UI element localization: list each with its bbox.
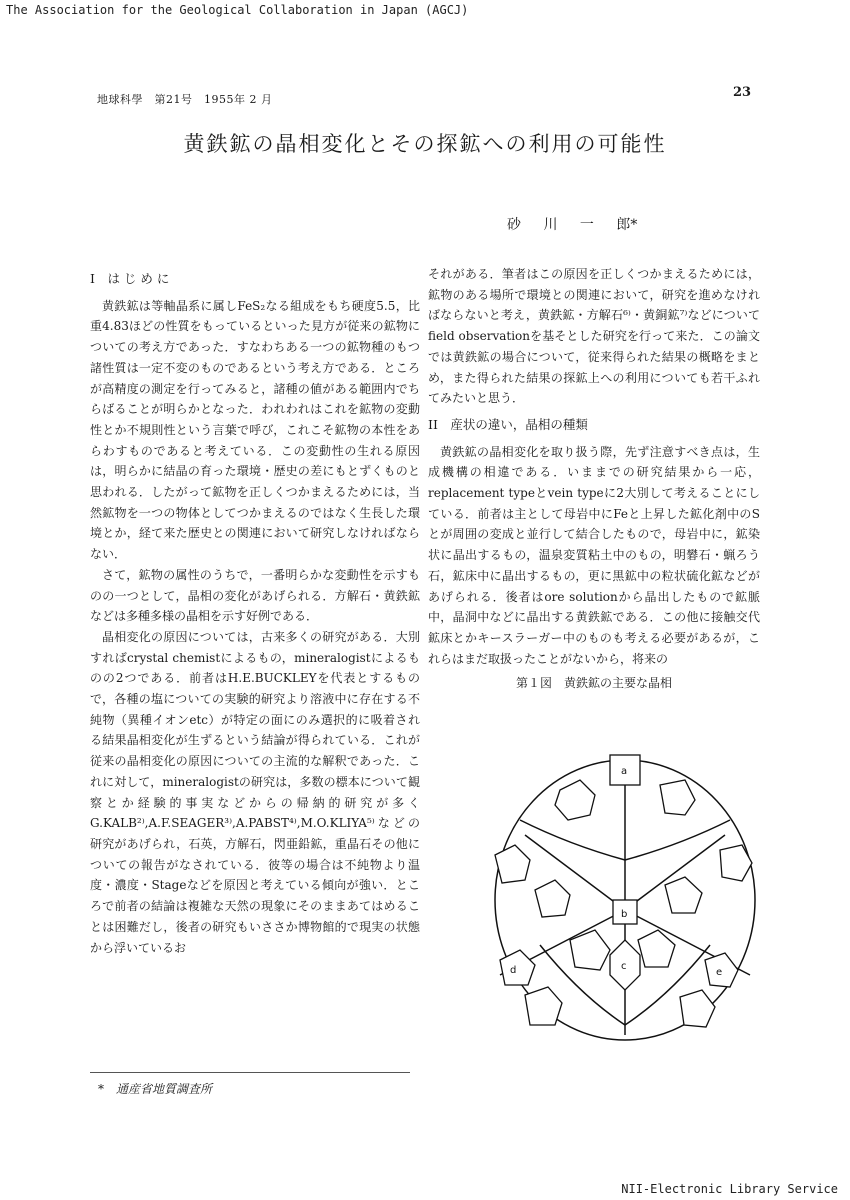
paragraph: 黄鉄鉱は等軸晶系に属しFeS₂なる組成をもち硬度5.5，比重4.83ほどの性質をもっているといった見方が従来の鉱物についての考え方であった．すなわちある一つの鉱物種のもつ諸性質は一定不変のものであるという考え方である．ところが高精度の測定を行ってみると，諸種の値がある範囲内でちらばることが明らかとなった．われわれはこれを鉱物の変動性とか不規則性という言葉で呼び，これこそ鉱物の本性をあらわすものであると考えている．この変動性の生れる原因は，明らかに結晶の育った環境・歴史の差にもとずくものと思われる．したがって鉱物を正しくつかまえるためには，当然鉱物を一つの物体としてつかまえるのではなく生長した環境とか，経て来た歴史との関連において研究しなければならない． [90,298,420,562]
crystal [555,780,595,820]
author-name: 砂 川 一 郎* [507,217,638,233]
section-heading-occurrence: II 産状の違い，晶相の種類 [428,416,588,432]
crystal [680,990,715,1027]
left-column [90,263,420,958]
article-title: 黄鉄鉱の晶相変化とその探鉱への利用の可能性 [183,132,667,156]
paragraph: さて，鉱物の属性のうちで，一番明らかな変動性を示すものの一つとして，晶相の変化があげられる．方解石・黄鉄鉱などは多種多様の晶相を示す好例である． [90,567,420,624]
journal-info: 地球科學 第21号 1955年 2 月 [97,93,273,106]
paragraph: 黄鉄鉱の晶相変化を取り扱う際，先ず注意すべき点は，生成機構の相違である．いままでの研究結果から一応，replacement typeとvein typeに2大別して考えることにしている．前者は主として母岩中にFeと上昇した鉱化剤中のSとが周囲の変成と並行して結合したもので，母岩中に，鉱染状に晶出するもの，温泉変質粘土中のもの，明礬石・蝋ろう石，鉱床中に晶出するもの，更に黒鉱中の粒状硫化鉱などがあげられる．後者はore solutionから晶出したもので鉱脈中，晶洞中などに晶出する黄鉄鉱である．この他に接触交代鉱床とかキースラーガー中のものも考える必要があるが，これらはまだ取扱ったことがないから，将来の [428,444,760,666]
figure-label-b: b [621,909,628,920]
figure-caption: 第１図 黄鉄鉱の主要な晶相 [515,676,672,691]
footer-service: NII-Electronic Library Service [621,1182,838,1196]
figure-label-e: e [716,967,723,978]
crystal [660,780,695,815]
footnote: * 通産省地質調査所 [98,1082,213,1096]
crystal [525,987,562,1025]
right-column [428,264,760,694]
crystal [535,880,570,917]
crystal [495,845,530,883]
crystal-habit-figure [480,735,770,1055]
crystal [665,877,702,913]
crystal [638,930,675,967]
association-header: The Association for the Geological Collaboration in Japan (AGCJ) [6,3,469,17]
paragraph: 晶相変化の原因については，古来多くの研究がある．大別すればcrystal chemistによるもの，mineralogistによるものの2つである．前者はH.E.BUCKLEYを代表とするもので，各種の塩についての実験的研究より溶液中に存在する不純物（異種イオンetc）が特定の面にのみ選択的に吸着される結果晶相変化が生ずるという結論が得られている．これが従来の晶相変化の原因についての主流的な解釈であった．これに対して，mineralogistの研究は，多数の標本について観察とか経験的事実などからの帰納的研究が多くG.KALB²⁾,A.F.SEAGER³⁾,A.PABST⁴⁾,M.O.KLIYA⁵⁾などの研究があげられ，石英，方解石，閃亜鉛鉱，重晶石その他についての報告がなされている．彼等の場合は不純物より温度・濃度・Stageなどを原因と考えている傾向が強い．ところで前者の結論は複雑な天然の現象にそのままあてはめることは困難だし，後者の研究もいささか博物館的で現実の状態から浮いているお [90,629,420,955]
figure-label-c: c [621,961,627,972]
page-number: 23 [733,85,752,100]
paragraph: それがある．筆者はこの原因を正しくつかまえるためには，鉱物のある場所で環境との関連において，研究を進めなければならないと考え，黄鉄鉱・方解石⁶⁾・黄銅鉱⁷⁾などについてfield observationを基そとした研究を行って来た．この論文では黄鉄鉱の場合について，従来得られた結果の概略をまとめ，また得られた結果の探鉱上への利用についても若干ふれてみたいと思う． [428,267,760,406]
figure-label-a: a [621,766,628,777]
section-heading-introduction: I は じ め に [90,271,170,286]
figure-label-d: d [510,965,517,976]
footnote-divider [90,1072,410,1073]
